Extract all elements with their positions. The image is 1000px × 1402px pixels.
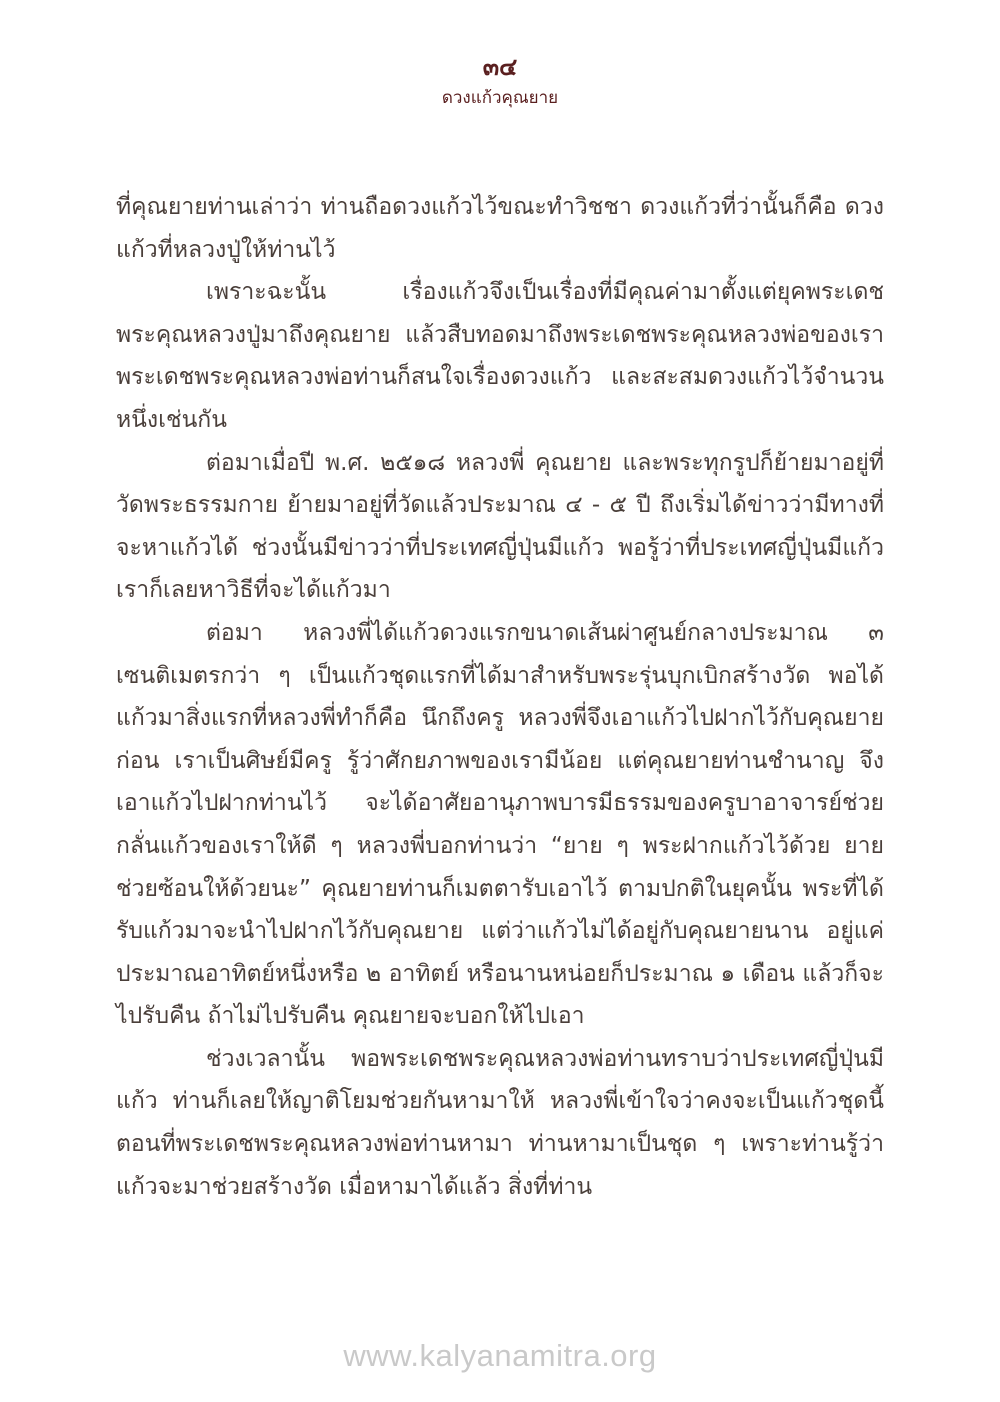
page-number: ๓๔ <box>482 53 518 81</box>
book-title: ดวงแก้วคุณยาย <box>441 88 559 108</box>
page-header <box>0 52 1000 110</box>
paragraph-1: ที่คุณยายท่านเล่าว่า ท่านถือดวงแก้วไว้ขณะทำวิชชา ดวงแก้วที่ว่านั้นก็คือ ดวงแก้วที่หลวงปู่ให้ท่านไว้ <box>116 194 884 263</box>
paragraph-3: ต่อมาเมื่อปี พ.ศ. ๒๕๑๘ หลวงพี่ คุณยาย และพระทุกรูปก็ย้ายมาอยู่ที่วัดพระธรรมกาย ย้ายมาอยู่ที่วัดแล้วประมาณ ๔ - ๕ ปี ถึงเริ่มได้ข่าวว่ามีทางที่จะหาแก้วได้ ช่วงนั้นมีข่าวว่าที่ประเทศญี่ปุ่นมีแก้ว พอรู้ว่าที่ประเทศญี่ปุ่นมีแก้ว เราก็เลยหาวิธีที่จะได้แก้วมา <box>116 449 884 604</box>
paragraph-2: เพราะฉะนั้น เรื่องแก้วจึงเป็นเรื่องที่มีคุณค่ามาตั้งแต่ยุคพระเดชพระคุณหลวงปู่มาถึงคุณยาย แล้วสืบทอดมาถึงพระเดชพระคุณหลวงพ่อของเรา พระเดชพระคุณหลวงพ่อท่านก็สนใจเรื่องดวงแก้ว และสะสมดวงแก้วไว้จำนวนหนึ่งเช่นกัน <box>116 279 884 433</box>
footer-watermark: www.kalyanamitra.org <box>343 1338 657 1373</box>
paragraph-4: ต่อมา หลวงพี่ได้แก้วดวงแรกขนาดเส้นผ่าศูนย์กลางประมาณ ๓ เซนติเมตรกว่า ๆ เป็นแก้วชุดแรกที่ได้มาสำหรับพระรุ่นบุกเบิกสร้างวัด พอได้แก้วมาสิ่งแรกที่หลวงพี่ทำก็คือ นึกถึงครู หลวงพี่จึงเอาแก้วไปฝากไว้กับคุณยายก่อน เราเป็นศิษย์มีครู รู้ว่าศักยภาพของเรามีน้อย แต่คุณยายท่านชำนาญ จึงเอาแก้วไปฝากท่านไว้ จะได้อาศัยอานุภาพบารมีธรรมของครูบาอาจารย์ช่วยกลั่นแก้วของเราให้ดี ๆ หลวงพี่บอกท่านว่า “ยาย ๆ พระฝากแก้วไว้ด้วย ยายช่วยซ้อนให้ด้วยนะ” คุณยายท่านก็เมตตารับเอาไว้ ตามปกติในยุคนั้น พระที่ได้รับแก้วมาจะนำไปฝากไว้กับคุณยาย แต่ว่าแก้วไม่ได้อยู่กับคุณยายนาน อยู่แค่ประมาณอาทิตย์หนึ่งหรือ ๒ อาทิตย์ หรือนานหน่อยก็ประมาณ ๑ เดือน แล้วก็จะไปรับคืน ถ้าไม่ไปรับคืน คุณยายจะบอกให้ไปเอา <box>116 619 884 1030</box>
body-text <box>116 186 884 1208</box>
paragraph-5: ช่วงเวลานั้น พอพระเดชพระคุณหลวงพ่อท่านทราบว่าประเทศญี่ปุ่นมีแก้ว ท่านก็เลยให้ญาติโยมช่วยกันหามาให้ หลวงพี่เข้าใจว่าคงจะเป็นแก้วชุดนี้ ตอนที่พระเดชพระคุณหลวงพ่อท่านหามา ท่านหามาเป็นชุด ๆ เพราะท่านรู้ว่าแก้วจะมาช่วยสร้างวัด เมื่อหามาได้แล้ว สิ่งที่ท่าน <box>116 1045 884 1200</box>
